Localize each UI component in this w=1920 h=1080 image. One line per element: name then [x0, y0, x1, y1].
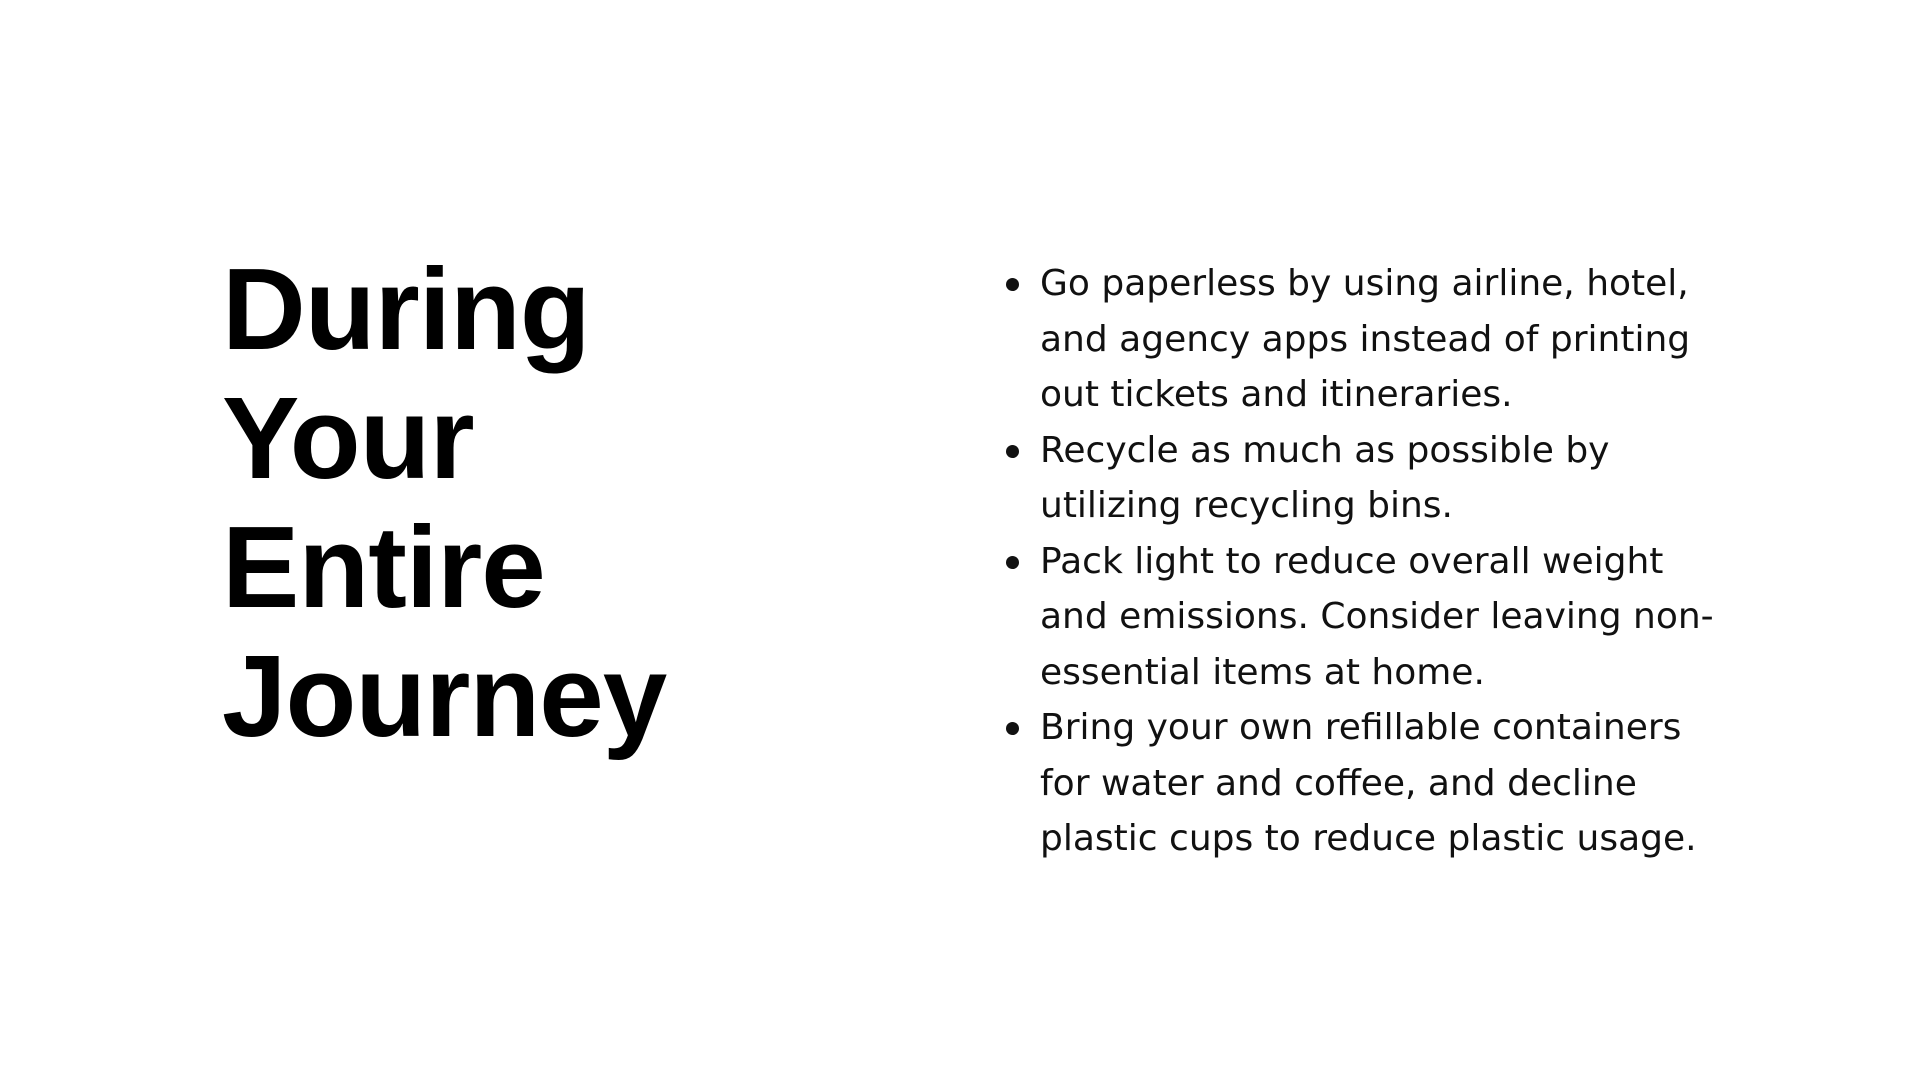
bullet-dot-icon	[1006, 722, 1019, 735]
tip-text-line: plastic cups to reduce plastic usage.	[1040, 818, 1697, 859]
tip-text-line: essential items at home.	[1040, 651, 1485, 693]
tip-text-line: utilizing recycling bins.	[1040, 485, 1453, 526]
tip-pack-light	[1006, 534, 1726, 701]
tip-text-line: Bring your own refillable containers	[1040, 707, 1682, 748]
bullet-dot-icon	[1006, 556, 1019, 569]
title-line: Journey	[222, 631, 667, 761]
title-line: Entire	[222, 502, 545, 632]
slide-title	[222, 245, 666, 761]
tips-list	[1006, 256, 1726, 867]
tip-refillable-containers	[1006, 700, 1726, 867]
tip-paperless	[1006, 256, 1726, 423]
title-line: During	[222, 244, 590, 374]
tip-text-line: Pack light to reduce overall weight	[1040, 540, 1664, 582]
bullet-dot-icon	[1006, 445, 1019, 458]
bullet-dot-icon	[1006, 278, 1019, 291]
tip-text-line: out tickets and itineraries.	[1040, 374, 1513, 415]
tip-text-line: and agency apps instead of printing	[1040, 318, 1691, 360]
tip-text-line: Recycle as much as possible by	[1040, 429, 1610, 471]
tip-recycle	[1006, 423, 1726, 534]
tip-text-line: for water and coffee, and decline	[1040, 762, 1637, 804]
tip-text-line: Go paperless by using airline, hotel,	[1040, 263, 1689, 304]
title-line: Your	[222, 373, 474, 503]
tip-text-line: and emissions. Consider leaving non-	[1040, 596, 1714, 637]
